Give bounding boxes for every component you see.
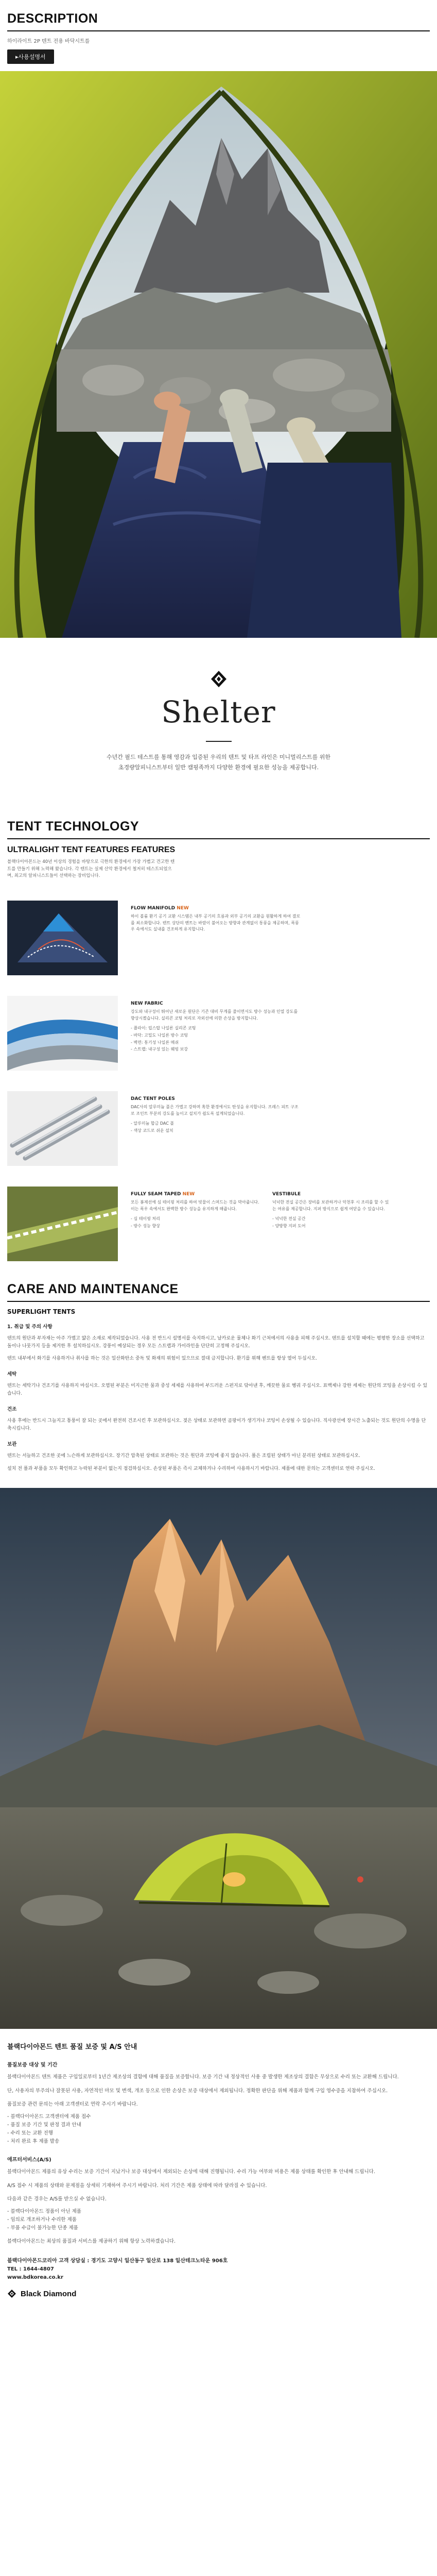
divider bbox=[206, 741, 232, 742]
divider bbox=[7, 838, 430, 839]
feature-image bbox=[7, 1187, 118, 1261]
contact-phone[interactable]: TEL : 1644-4807 bbox=[7, 2266, 54, 2273]
contact-info bbox=[7, 2257, 430, 2282]
brand-name: Shelter bbox=[161, 694, 276, 730]
tech-subtitle: ULTRALIGHT TENT FEATURES FEATURES bbox=[7, 845, 176, 854]
warranty-list bbox=[7, 2113, 430, 2146]
feature-new-fabric bbox=[7, 996, 430, 1071]
feature-image bbox=[7, 901, 118, 975]
list-item: - 방수 성능 향상 bbox=[131, 1223, 259, 1230]
feature-flow-manifold bbox=[7, 901, 430, 975]
feature-bullets bbox=[131, 1120, 301, 1134]
warranty-paragraph: 단, 사용자의 부주의나 잘못된 사용, 자연적인 마모 및 변색, 개조 등으로 인한 손상은 보증 대상에서 제외됩니다. 정확한 판단을 위해 제품과 함께 구입 영수증을 지참하여 주십시오. bbox=[7, 2088, 388, 2094]
as-paragraph: 블랙다이아몬드 제품의 유상 수리는 보증 기간이 지났거나 보증 대상에서 제외되는 손상에 대해 진행됩니다. 수리 가능 여부와 비용은 제품 상태를 확인한 후 안내해 드립니다. bbox=[7, 2169, 375, 2175]
list-item: - 플라이: 립스탑 나일론 실리콘 코팅 bbox=[131, 1025, 301, 1032]
list-item: - 넉넉한 전실 공간 bbox=[272, 1215, 391, 1223]
contact-website-link[interactable]: www.bdkorea.co.kr bbox=[7, 2275, 63, 2281]
care-paragraph: 설치 전 폴과 부품을 모두 확인하고 누락된 부분이 없는지 점검하십시오. 손상된 부품은 즉시 교체하거나 수리하여 사용하시기 바랍니다. 제품에 대한 문의는 고객센터로 연락 주십시오. bbox=[7, 1466, 375, 1471]
tech-section bbox=[0, 845, 437, 1261]
hero-photo bbox=[0, 71, 437, 638]
divider bbox=[7, 30, 430, 31]
as-paragraph: A/S 접수 시 제품의 상태와 문제점을 상세히 기재하여 주시기 바랍니다. 처리 기간은 제품 상태에 따라 달라질 수 있습니다. bbox=[7, 2182, 267, 2189]
warranty-subheading: 품질보증 대상 및 기간 bbox=[7, 2062, 58, 2069]
list-item: - 수리 또는 교환 진행 bbox=[7, 2130, 53, 2137]
care-label: 세탁 bbox=[7, 1371, 17, 1378]
feature-bullets bbox=[131, 1215, 259, 1229]
description-title: DESCRIPTION bbox=[7, 11, 98, 26]
as-subheading: 애프터서비스(A/S) bbox=[7, 2157, 51, 2163]
feature-body: 넉넉한 전실 공간은 장비를 보관하거나 악천후 시 조리를 할 수 있는 여유를 제공합니다. 지퍼 방식으로 쉽게 여닫을 수 있습니다. bbox=[272, 1199, 389, 1211]
feature-body: 하이 볼륨 환기 공기 교환 시스템은 내부 공기의 흐름과 외부 공기의 교환을 원활하게 하여 결로를 최소화합니다. 텐트 상단의 벤트는 바람이 불어오는 방향과 관계없이 통풍을 제공하며, 폭풍우 속에서도 실내를 건조하게 유지합니다. bbox=[131, 913, 301, 932]
warranty-title: 블랙다이아몬드 텐트 품질 보증 및 A/S 안내 bbox=[7, 2043, 137, 2052]
feature-seam-taped bbox=[7, 1187, 430, 1261]
as-paragraph: 다음과 같은 경우는 A/S를 받으실 수 없습니다. bbox=[7, 2196, 107, 2202]
brand-description-line: 수년간 필드 테스트를 통해 영감과 입증된 우리의 텐트 및 타프 라인은 미니멀리스트를 위한 bbox=[106, 754, 331, 760]
mountain-campsite-illustration bbox=[0, 1488, 437, 2029]
list-item: - 품질 보증 기간 및 판정 결과 안내 bbox=[7, 2122, 81, 2128]
feature-image bbox=[7, 996, 118, 1071]
care-subheading: 1. 취급 및 주의 사항 bbox=[7, 1324, 53, 1330]
as-exclusion-list bbox=[7, 2208, 430, 2232]
care-paragraph: 텐트는 서늘하고 건조한 곳에 느슨하게 보관하십시오. 장기간 압축된 상태로 보관하는 것은 원단과 코팅에 좋지 않습니다. 폴은 조립된 상태가 아닌 분리된 상태로 보관하십시오. bbox=[7, 1453, 360, 1459]
feature-title: DAC TENT POLES bbox=[131, 1096, 175, 1101]
list-item: - 벽면: 통기성 나일론 메쉬 bbox=[131, 1039, 301, 1046]
list-item: - 알루미늄 합금 DAC 폴 bbox=[131, 1120, 301, 1127]
manual-button[interactable]: ▸ 사용설명서 bbox=[7, 49, 54, 64]
list-item: - 심 테이핑 처리 bbox=[131, 1215, 259, 1223]
new-badge: NEW bbox=[177, 905, 189, 911]
list-item: - 색상 코드로 쉬운 설치 bbox=[131, 1127, 301, 1134]
contact-address: 블랙다이아몬드코리아 고객 상담실 : 경기도 고양시 일산동구 일산로 138 일산테크노타운 906호 bbox=[7, 2258, 228, 2264]
tech-title: TENT TECHNOLOGY bbox=[7, 819, 139, 834]
feature-title: FULLY SEAM TAPED NEW bbox=[131, 1191, 195, 1197]
description-caption: 하이라이트 2P 텐트 전용 바닥시트를 bbox=[7, 39, 90, 44]
feature-body: 모든 봉제선에 심 테이핑 처리를 하여 빗물이 스며드는 것을 막아줍니다. 이는 폭우 속에서도 완벽한 방수 성능을 유지하게 해줍니다. bbox=[131, 1199, 259, 1211]
tech-intro: 블랙다이아몬드는 40년 이상의 경험을 바탕으로 극한의 환경에서 가장 가볍고 견고한 텐트를 만들기 위해 노력해 왔습니다. 각 텐트는 실제 산악 환경에서 철저히 테스트되었으며, 최고의 알피니스트들이 선택하는 장비입니다. bbox=[7, 859, 175, 879]
care-label: 건조 bbox=[7, 1406, 17, 1412]
care-section bbox=[0, 1302, 437, 1473]
tech-header bbox=[0, 808, 437, 839]
footer-brand bbox=[7, 2289, 430, 2314]
as-paragraph: 블랙다이아몬드는 최상의 품질과 서비스를 제공하기 위해 항상 노력하겠습니다. bbox=[7, 2239, 176, 2245]
list-item: - 블랙다이아몬드 정품이 아닌 제품 bbox=[7, 2208, 81, 2214]
care-paragraph: 텐트는 세탁기나 건조기를 사용하지 마십시오. 오염된 부분은 미지근한 물과 중성 세제를 사용하여 부드러운 스펀지로 닦아낸 후, 깨끗한 물로 헹궈 주십시오. 표백제나 강한 세제는 원단의 코팅을 손상시킬 수 있습니다. bbox=[7, 1383, 428, 1397]
care-header bbox=[0, 1261, 437, 1302]
seam-tape-icon bbox=[7, 1187, 118, 1261]
tent-poles-icon bbox=[7, 1091, 118, 1166]
fabric-layers-icon bbox=[7, 996, 118, 1071]
feature-bullets bbox=[272, 1215, 391, 1229]
black-diamond-logo-icon bbox=[7, 2289, 16, 2298]
feature-dac-poles bbox=[7, 1091, 430, 1166]
list-item: - 바닥: 고밀도 나일론 방수 코팅 bbox=[131, 1032, 301, 1039]
warranty-paragraph: 품질보증 관련 문의는 아래 고객센터로 연락 주시기 바랍니다. bbox=[7, 2101, 138, 2107]
warranty-paragraph: 블랙다이아몬드 텐트 제품은 구입일로부터 1년간 제조상의 결함에 대해 품질을 보증합니다. 보증 기간 내 정상적인 사용 중 발생한 제조상의 결함은 무상으로 수리 또는 교환해 드립니다. bbox=[7, 2074, 399, 2080]
description-header bbox=[0, 0, 437, 64]
black-diamond-logo-icon bbox=[209, 670, 228, 688]
footer-brand-name: Black Diamond bbox=[21, 2289, 77, 2298]
brand-block bbox=[0, 638, 437, 808]
feature-image bbox=[7, 1091, 118, 1166]
brand-description-line: 초경량알피니스트부터 일반 캠핑족까지 다양한 환경에 필요한 성능을 제공합니다. bbox=[118, 764, 319, 771]
care-label: 보관 bbox=[7, 1441, 17, 1447]
care-title: CARE AND MAINTENANCE bbox=[7, 1281, 179, 1296]
warranty-section bbox=[0, 2029, 437, 2314]
feature-body: DAC사의 알루미늄 폴은 가볍고 강하며 혹한 환경에서도 탄성을 유지합니다. 프레스 피트 구조로 조인트 부분의 강도를 높이고 설치가 쉽도록 설계되었습니다. bbox=[131, 1104, 299, 1116]
feature-body: 강도와 내구성이 뛰어난 새로운 원단은 기존 대비 무게를 줄이면서도 방수 성능과 인열 강도를 향상시켰습니다. 실리콘 코팅 처리로 자외선에 의한 손상을 방지합니다. bbox=[131, 1009, 298, 1021]
feature-title: NEW FABRIC bbox=[131, 1001, 163, 1006]
new-badge: NEW bbox=[182, 1191, 195, 1197]
vent-diagram-icon bbox=[7, 901, 118, 975]
list-item: - 스트랩: 내구성 있는 웨빙 보강 bbox=[131, 1046, 301, 1053]
list-item: - 부품 수급이 불가능한 단종 제품 bbox=[7, 2225, 78, 2231]
care-paragraph: 텐트의 원단과 부자재는 아주 가볍고 얇은 소재로 제작되었습니다. 사용 전 반드시 설명서를 숙지하시고, 날카로운 물체나 화기 근처에서의 사용을 피해 주십시오. 텐트를 설치할 때에는 평평한 장소를 선택하고 돌이나 나뭇가지 등을 제거한 후 설치하십시오. 강풍이 예상되는 경우 모든 스트랩과 가이라인을 단단히 고정해 주십시오. bbox=[7, 1335, 425, 1349]
list-item: - 임의로 개조하거나 수리한 제품 bbox=[7, 2216, 77, 2223]
feature-vestibule bbox=[272, 1187, 391, 1230]
list-item: - 처리 완료 후 제품 발송 bbox=[7, 2139, 60, 2145]
feature-title: FLOW MANIFOLD NEW bbox=[131, 905, 189, 911]
campsite-photo bbox=[0, 1488, 437, 2029]
care-heading: SUPERLIGHT TENTS bbox=[7, 1308, 76, 1315]
care-paragraph: 텐트 내부에서 화기를 사용하거나 취사를 하는 것은 일산화탄소 중독 및 화재의 위험이 있으므로 절대 금지합니다. 환기를 위해 벤트를 항상 열어 두십시오. bbox=[7, 1356, 317, 1362]
care-paragraph: 사용 후에는 반드시 그늘지고 통풍이 잘 되는 곳에서 완전히 건조시킨 후 보관하십시오. 젖은 상태로 보관하면 곰팡이가 생기거나 코팅이 손상될 수 있습니다. 직사광선에 장시간 노출되는 것도 원단의 수명을 단축시킵니다. bbox=[7, 1418, 426, 1431]
tent-view-illustration bbox=[0, 71, 437, 638]
feature-bullets bbox=[131, 1025, 301, 1053]
list-item: - 블랙다이아몬드 고객센터에 제품 접수 bbox=[7, 2113, 91, 2120]
feature-title: VESTIBULE bbox=[272, 1191, 301, 1197]
list-item: - 양방향 지퍼 도어 bbox=[272, 1223, 391, 1230]
